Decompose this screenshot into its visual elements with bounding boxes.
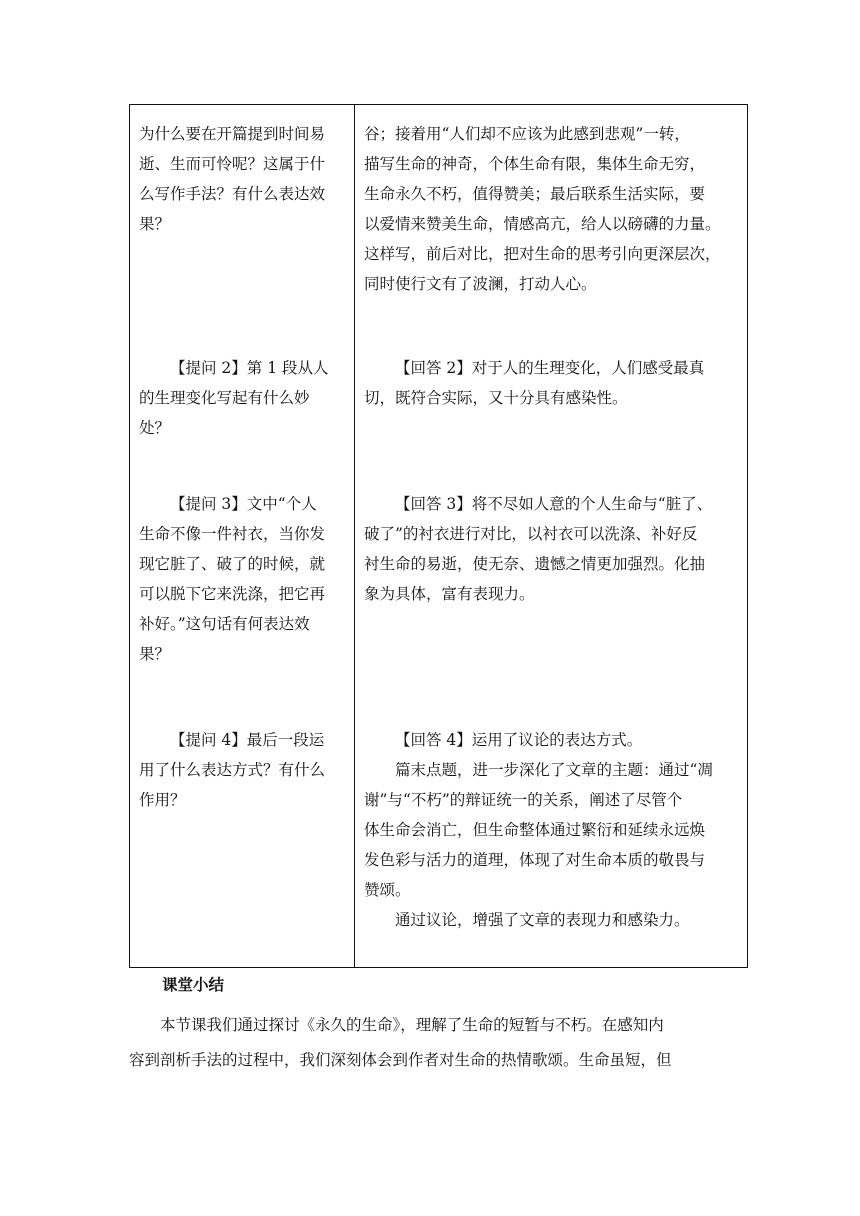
answer-3-line: 衬生命的易逝，使无奈、遗憾之情更加强烈。化抽 [364,555,706,573]
question-3-line: 现它脏了、破了的时候，就 [139,555,326,573]
question-3-line: 果？ [139,645,171,663]
answer-4-line: 赞颂。 [364,881,411,899]
question-4 [139,725,348,815]
summary-line: 容到剖析手法的过程中，我们深刻体会到作者对生命的热情歌颂。生命虽短，但 [129,1051,672,1069]
answer-1-line: 生命永久不朽，值得赞美；最后联系生活实际，要 [364,185,706,203]
question-3-line: 补好。”这句话有何表达效 [139,615,310,633]
answer-1-line: 同时使行文有了波澜，打动人心。 [364,275,597,293]
answer-4-line: 通过议论，增强了文章的表现力和感染力。 [395,911,690,929]
answer-2-line: 【回答 2】对于人的生理变化，人们感受最真 [395,359,705,377]
answer-column [355,105,747,967]
summary-body [129,1008,749,1078]
answer-4-line: 发色彩与活力的道理，体现了对生命本质的敬畏与 [364,851,706,869]
answer-4-line: 篇末点题，进一步深化了文章的主题：通过“凋 [395,761,713,779]
answer-3 [364,489,741,609]
summary-title: 课堂小结 [162,976,225,994]
summary-line: 本节课我们通过探讨《永久的生命》，理解了生命的短暂与不朽。在感知内 [160,1016,664,1034]
question-1-line: 为什么要在开篇提到时间易 [139,125,326,143]
question-1-line: 么写作手法？有什么表达效 [139,185,326,203]
answer-4 [364,725,741,935]
qa-table [129,104,748,968]
answer-1-line: 以爱情来赞美生命，情感高亢，给人以磅礴的力量。 [364,215,721,233]
question-2 [139,353,348,443]
answer-3-line: 【回答 3】将不尽如人意的个人生命与“脏了、 [395,495,713,513]
answer-1-line: 描写生命的神奇，个体生命有限，集体生命无穷， [364,155,706,173]
question-4-line: 用了什么表达方式？有什么 [139,761,326,779]
question-3 [139,489,348,669]
answer-4-line: 谢”与“不朽”的辩证统一的关系，阐述了尽管个 [364,791,683,809]
question-1 [139,119,348,239]
answer-1-line: 这样写，前后对比，把对生命的思考引向更深层次， [364,245,721,263]
answer-2-line: 切，既符合实际，又十分具有感染性。 [364,389,628,407]
answer-2 [364,353,741,413]
question-column [130,105,355,967]
question-2-line: 的生理变化写起有什么妙 [139,389,310,407]
question-3-line: 可以脱下它来洗涤，把它再 [139,585,326,603]
question-3-line: 生命不像一件衬衣，当你发 [139,525,326,543]
answer-4-line: 体生命会消亡，但生命整体通过繁衍和延续永远焕 [364,821,706,839]
answer-3-line: 破了”的衬衣进行对比，以衬衣可以洗涤、补好反 [364,525,698,543]
question-1-line: 果？ [139,215,171,233]
question-2-line: 【提问 2】第 1 段从人 [170,359,329,377]
question-4-line: 【提问 4】最后一段运 [170,731,325,749]
question-1-line: 逝、生而可怜呢？这属于什 [139,155,326,173]
question-2-line: 处？ [139,419,171,437]
answer-1 [364,119,741,299]
answer-3-line: 象为具体，富有表现力。 [364,585,535,603]
answer-1-line: 谷；接着用“人们却不应该为此感到悲观”一转， [364,125,690,143]
question-3-line: 【提问 3】文中“个人 [170,495,317,513]
answer-4-line: 【回答 4】运用了议论的表达方式。 [395,731,643,749]
question-4-line: 作用？ [139,791,186,809]
